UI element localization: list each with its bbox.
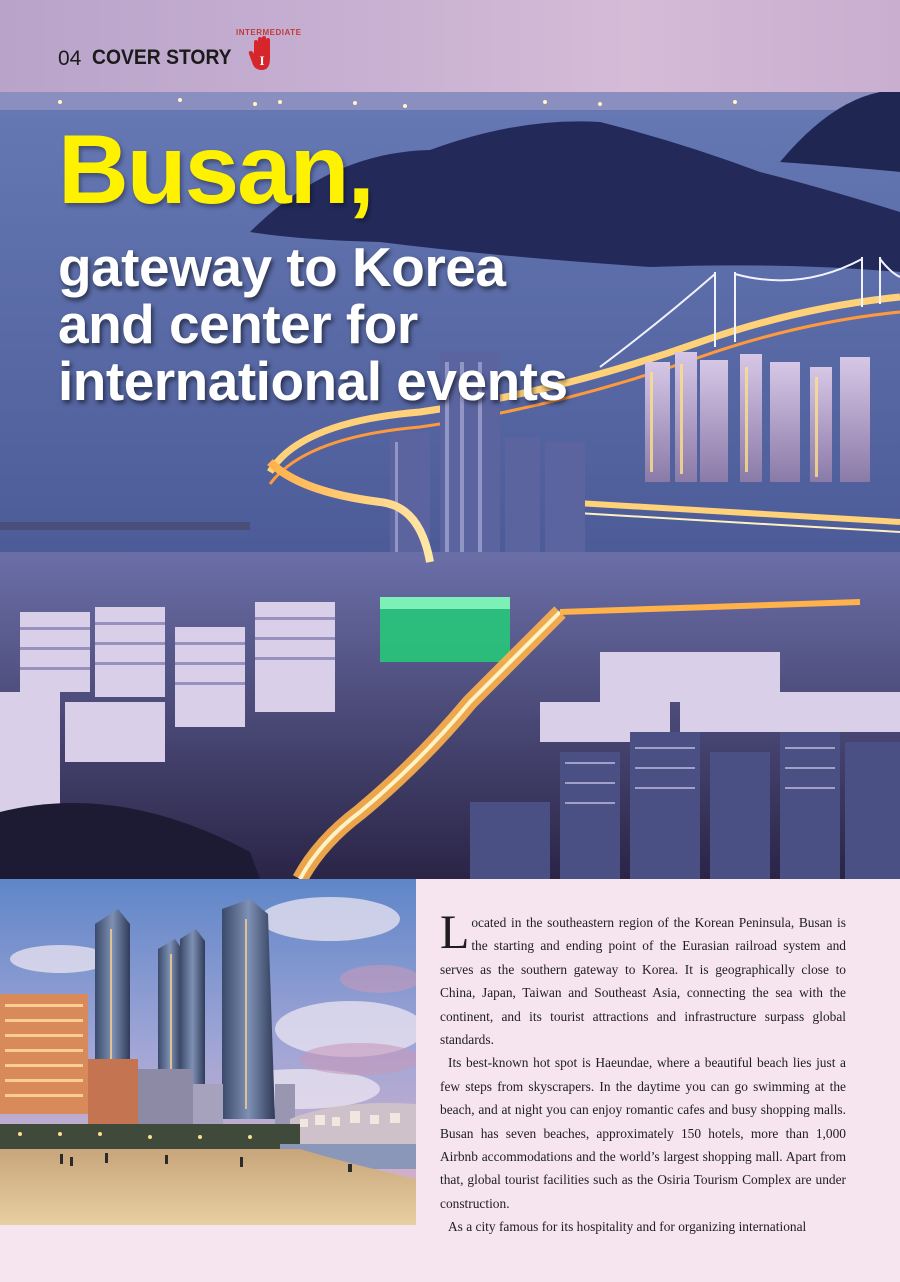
level-label: INTERMEDIATE — [236, 28, 302, 37]
hero-title: Busan, — [58, 114, 373, 224]
hero-subtitle-line: gateway to Korea — [58, 236, 506, 298]
article-paragraph: As a city famous for its hospitality and for organizing international — [448, 1219, 807, 1235]
level-letter: I — [259, 53, 265, 68]
article-paragraph — [440, 906, 846, 1051]
hero-image — [0, 92, 900, 879]
article-paragraph: Its best-known hot spot is Haeundae, where a beautiful beach lies just a few steps from skyscrapers. In the daytime you can go swimming at the beach, and at night you can enjoy romantic cafes and busy shopping malls. Busan has seven beaches, approximately 150 hotels, more than 1,000 Airbnb accommodations and the world’s largest shopping mall. Apart from that, global tourist facilities such as the Osiria Tourism Complex are under construction. — [440, 1055, 846, 1211]
page-number: 04 — [58, 47, 82, 70]
level-badge — [236, 28, 302, 78]
beach-skyline-illustration — [0, 879, 416, 1225]
drop-cap: L — [440, 906, 470, 959]
hero-subtitle-line: and center for — [58, 293, 418, 355]
beach-photo — [0, 879, 416, 1225]
article-body — [440, 906, 846, 1239]
hero-subtitle-line: international events — [58, 350, 568, 412]
page-header — [0, 0, 900, 92]
paragraph-text: ocated in the southeastern region of the Korean Peninsula, Busan is the starting and ending point of the Eurasian railroad system and serves as the southern gateway to Korea. It is geographically close to China, Japan, Taiwan and Southeast Asia, connecting the sea with the continent, and its tourist attractions and infrastructure surpass global standards. — [440, 915, 846, 1048]
hand-badge-icon — [236, 28, 302, 78]
section-title: COVER STORY — [92, 46, 232, 69]
